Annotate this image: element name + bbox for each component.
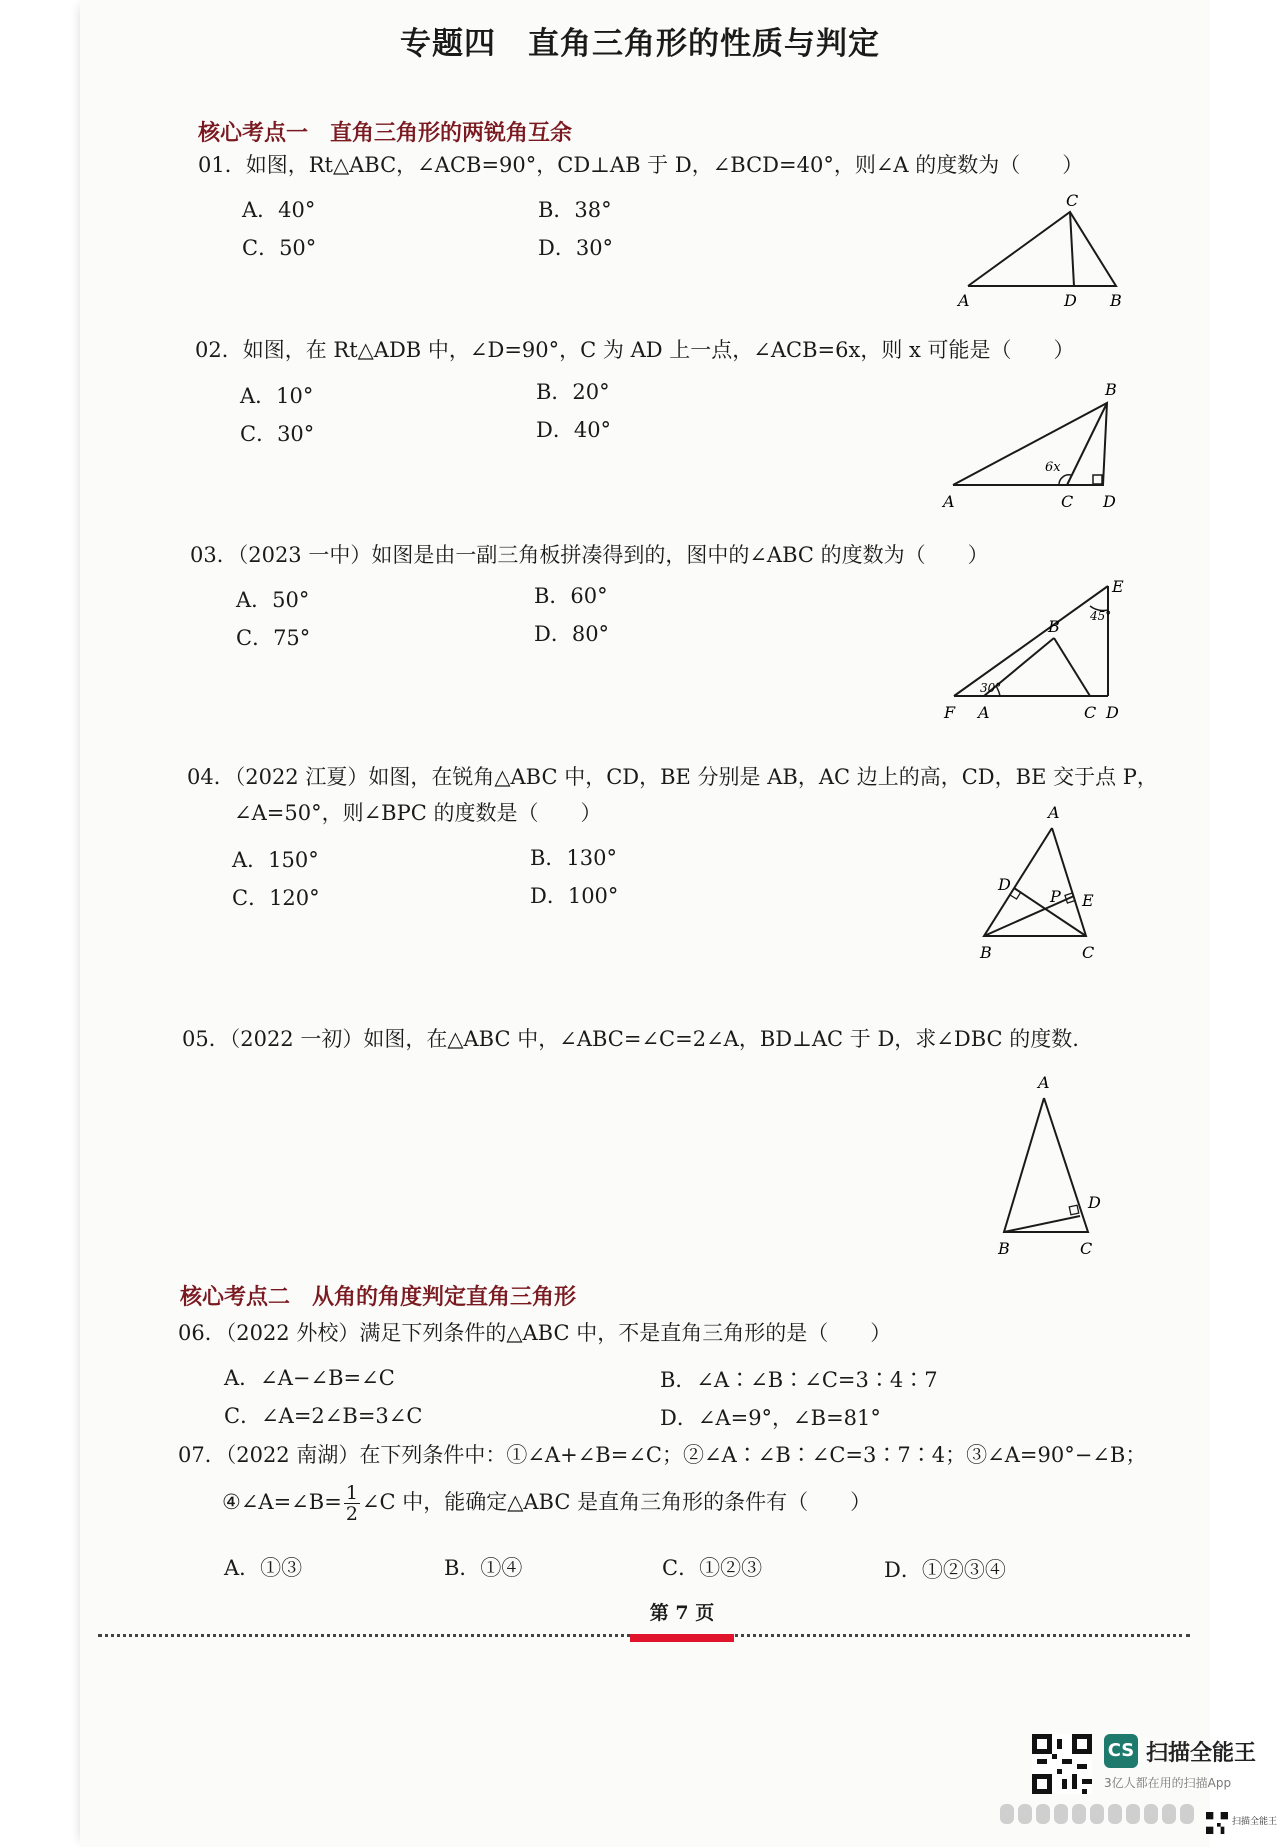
fig5-label-b: B [998,1239,1010,1258]
question-04-line2: ∠A=50°，则∠BPC 的度数是（ ） [234,801,602,825]
figure-q2 [935,375,1135,515]
fig2-label-b: B [1105,380,1117,399]
q1-option-a: A．40° [242,198,316,222]
fig4-label-b: B [980,943,992,962]
fig3-label-d: D [1106,703,1119,722]
q2-option-c: C．30° [240,422,315,446]
q6-option-d: D．∠A=9°，∠B=81° [660,1406,881,1430]
small-qr-icon [1206,1812,1228,1834]
question-07-line1: 07．（2022 南湖）在下列条件中：①∠A+∠B=∠C；②∠A∶∠B∶∠C=3∶7∶4；③∠A=90°−∠B； [178,1443,1147,1467]
fig2-label-c: C [1061,492,1074,511]
figure-q4 [970,800,1110,970]
fig3-label-c: C [1084,703,1097,722]
q7-option-b: B．①④ [444,1556,523,1580]
q4-option-c: C．120° [232,886,320,910]
question-02: 02．如图，在 Rt△ADB 中，∠D=90°，C 为 AD 上一点，∠ACB=6x，则 x 可能是（ ） [195,338,1075,362]
q3-option-d: D．80° [534,622,610,646]
q3-option-c: C．75° [236,626,311,650]
q4-option-b: B．130° [530,846,618,870]
fig4-label-c: C [1082,943,1095,962]
fig3-label-a: A [978,703,990,722]
page-title: 专题四 直角三角形的性质与判定 [400,26,880,62]
fig2-label-a: A [943,492,955,511]
page-number: 第 7 页 [649,1602,715,1624]
q7-line2-prefix: ④∠A=∠B= [222,1490,342,1514]
q7-frac-denominator: 2 [345,1503,358,1525]
q1-option-b: B．38° [538,198,612,222]
fig3-label-b: B [1048,617,1060,636]
q7-option-d: D．①②③④ [884,1558,1006,1582]
section-heading-1: 核心考点一 直角三角形的两锐角互余 [198,120,573,146]
section-heading-2: 核心考点二 从角的角度判定直角三角形 [180,1284,577,1310]
fig1-label-d: D [1064,291,1077,310]
question-03: 03．（2023 一中）如图是由一副三角板拼凑得到的，图中的∠ABC 的度数为（ ） [190,543,989,567]
q4-option-a: A．150° [232,848,319,872]
fig4-label-p: P [1050,887,1061,906]
fig1-label-b: B [1110,291,1122,310]
q1-option-d: D．30° [538,236,614,260]
q7-option-a: A．①③ [224,1556,303,1580]
question-07-line2 [222,1480,871,1524]
q3-option-b: B．60° [534,584,608,608]
fig1-label-c: C [1066,191,1079,210]
fig3-label-30: 30° [980,681,1002,695]
q4-option-d: D．100° [530,884,619,908]
q7-option-c: C．①②③ [662,1556,763,1580]
fig1-label-a: A [958,291,970,310]
q6-option-c: C．∠A=2∠B=3∠C [224,1404,423,1428]
fig5-label-d: D [1088,1193,1101,1212]
question-06: 06．（2022 外校）满足下列条件的△ABC 中，不是直角三角形的是（ ） [178,1321,892,1345]
figure-q1 [950,190,1130,320]
q1-option-c: C．50° [242,236,317,260]
footer-red-bar [630,1634,734,1642]
small-brand-name: 扫描全能王 [1232,1817,1278,1827]
q3-option-a: A．50° [236,588,310,612]
question-05: 05．（2022 一初）如图，在△ABC 中，∠ABC=∠C=2∠A，BD⊥AC 于 D，求∠DBC 的度数. [182,1027,1079,1051]
q6-option-a: A．∠A−∠B=∠C [224,1366,395,1390]
q7-fraction [344,1483,360,1524]
qr-code-icon [1032,1734,1092,1794]
fig4-label-d: D [998,875,1011,894]
fig3-label-e: E [1112,577,1124,596]
fig3-label-45: 45° [1090,609,1112,623]
fig5-label-a: A [1038,1073,1050,1092]
fig2-label-d: D [1103,492,1116,511]
q6-option-b: B．∠A∶∠B∶∠C=3∶4∶7 [660,1368,938,1392]
fig4-label-e: E [1082,891,1094,910]
question-01: 01．如图，Rt△ABC，∠ACB=90°，CD⊥AB 于 D，∠BCD=40°，则∠A 的度数为（ ） [198,153,1084,177]
brand-name: 扫描全能王 [1146,1741,1257,1766]
question-04-line1: 04．（2022 江夏）如图，在锐角△ABC 中，CD，BE 分别是 AB，AC 边上的高，CD，BE 交于点 P， [187,765,1158,789]
brand-tagline: 3亿人都在用的扫描App [1104,1776,1232,1790]
fig2-label-6x: 6x [1045,460,1061,475]
fig3-label-f: F [944,703,956,722]
figure-q3 [940,576,1124,726]
q2-option-b: B．20° [536,380,610,404]
fig4-label-a: A [1048,803,1060,822]
camscanner-logo: CS [1104,1734,1138,1768]
q7-line2-suffix: ∠C 中，能确定△ABC 是直角三角形的条件有（ ） [361,1490,872,1514]
q7-frac-numerator: 1 [345,1482,358,1504]
q2-option-a: A．10° [240,384,314,408]
q2-option-d: D．40° [536,418,612,442]
figure-q5 [990,1068,1110,1268]
fig5-label-c: C [1080,1239,1093,1258]
